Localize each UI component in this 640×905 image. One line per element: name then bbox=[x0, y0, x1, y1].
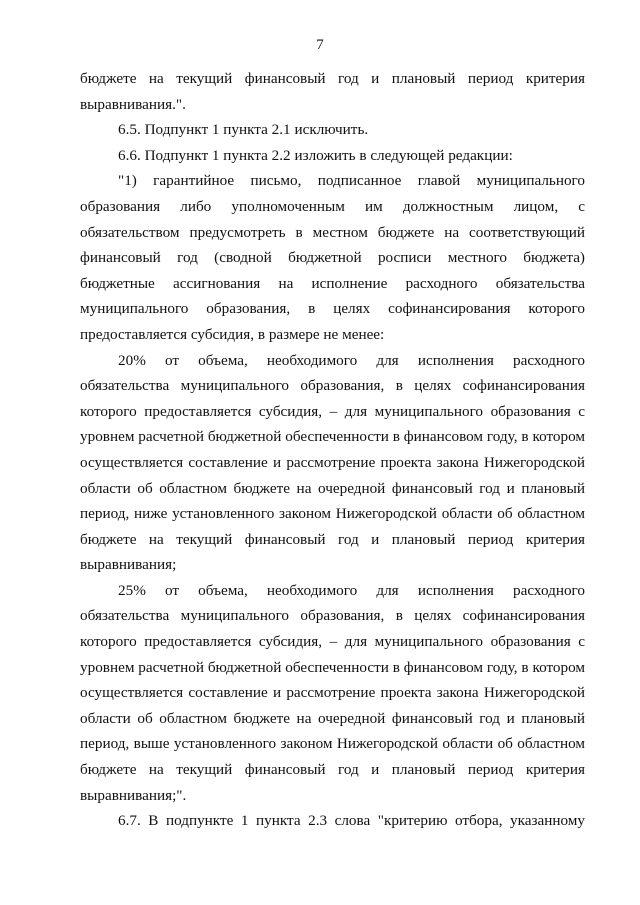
paragraph-6-7: 6.7. В подпункте 1 пункта 2.3 слова "критерию отбора, указанному bbox=[118, 812, 585, 830]
paragraph-20-percent: 20% от объема, необходимого для исполнения расходного обязательства муниципального образования, в целях софинансирования которого предоставляется субсидия, – для муниципального образования с уровнем расчетной бюджетной обеспеченности в финансовом году, в котором осуществляется составление и рассмотрение проекта закона Нижегородской области об областном бюджете на очередной финансовый год и плановый период, ниже установленного законом Нижегородской области об областном бюджете на текущий финансовый год и плановый период критерия выравнивания; bbox=[80, 351, 585, 574]
paragraph-6-5: 6.5. Подпункт 1 пункта 2.1 исключить. bbox=[118, 121, 369, 139]
paragraph-25-percent: 25% от объема, необходимого для исполнения расходного обязательства муниципального образования, в целях софинансирования которого предоставляется субсидия, – для муниципального образования с уровнем расчетной бюджетной обеспеченности в финансовом году, в котором осуществляется составление и рассмотрение проекта закона Нижегородской области об областном бюджете на очередной финансовый год и плановый период, выше установленного законом Нижегородской области об областном бюджете на текущий финансовый год и плановый период критерия выравнивания;". bbox=[80, 581, 585, 804]
paragraph-6-6: 6.6. Подпункт 1 пункта 2.2 изложить в следующей редакции: bbox=[118, 146, 513, 164]
document-body bbox=[80, 66, 585, 834]
paragraph-continuation: бюджете на текущий финансовый год и плановый период критерия выравнивания.". bbox=[80, 70, 585, 113]
paragraph-guarantee-letter: "1) гарантийное письмо, подписанное главой муниципального образования либо уполномоченным им должностным лицом, с обязательством предусмотреть в местном бюджете на соответствующий финансовый год (сводной бюджетной росписи местного бюджета) бюджетные ассигнования на исполнение расходного обязательства муниципального образования, в целях софинансирования которого предоставляется субсидия, в размере не менее: bbox=[80, 172, 585, 343]
page-number: 7 bbox=[316, 37, 324, 53]
